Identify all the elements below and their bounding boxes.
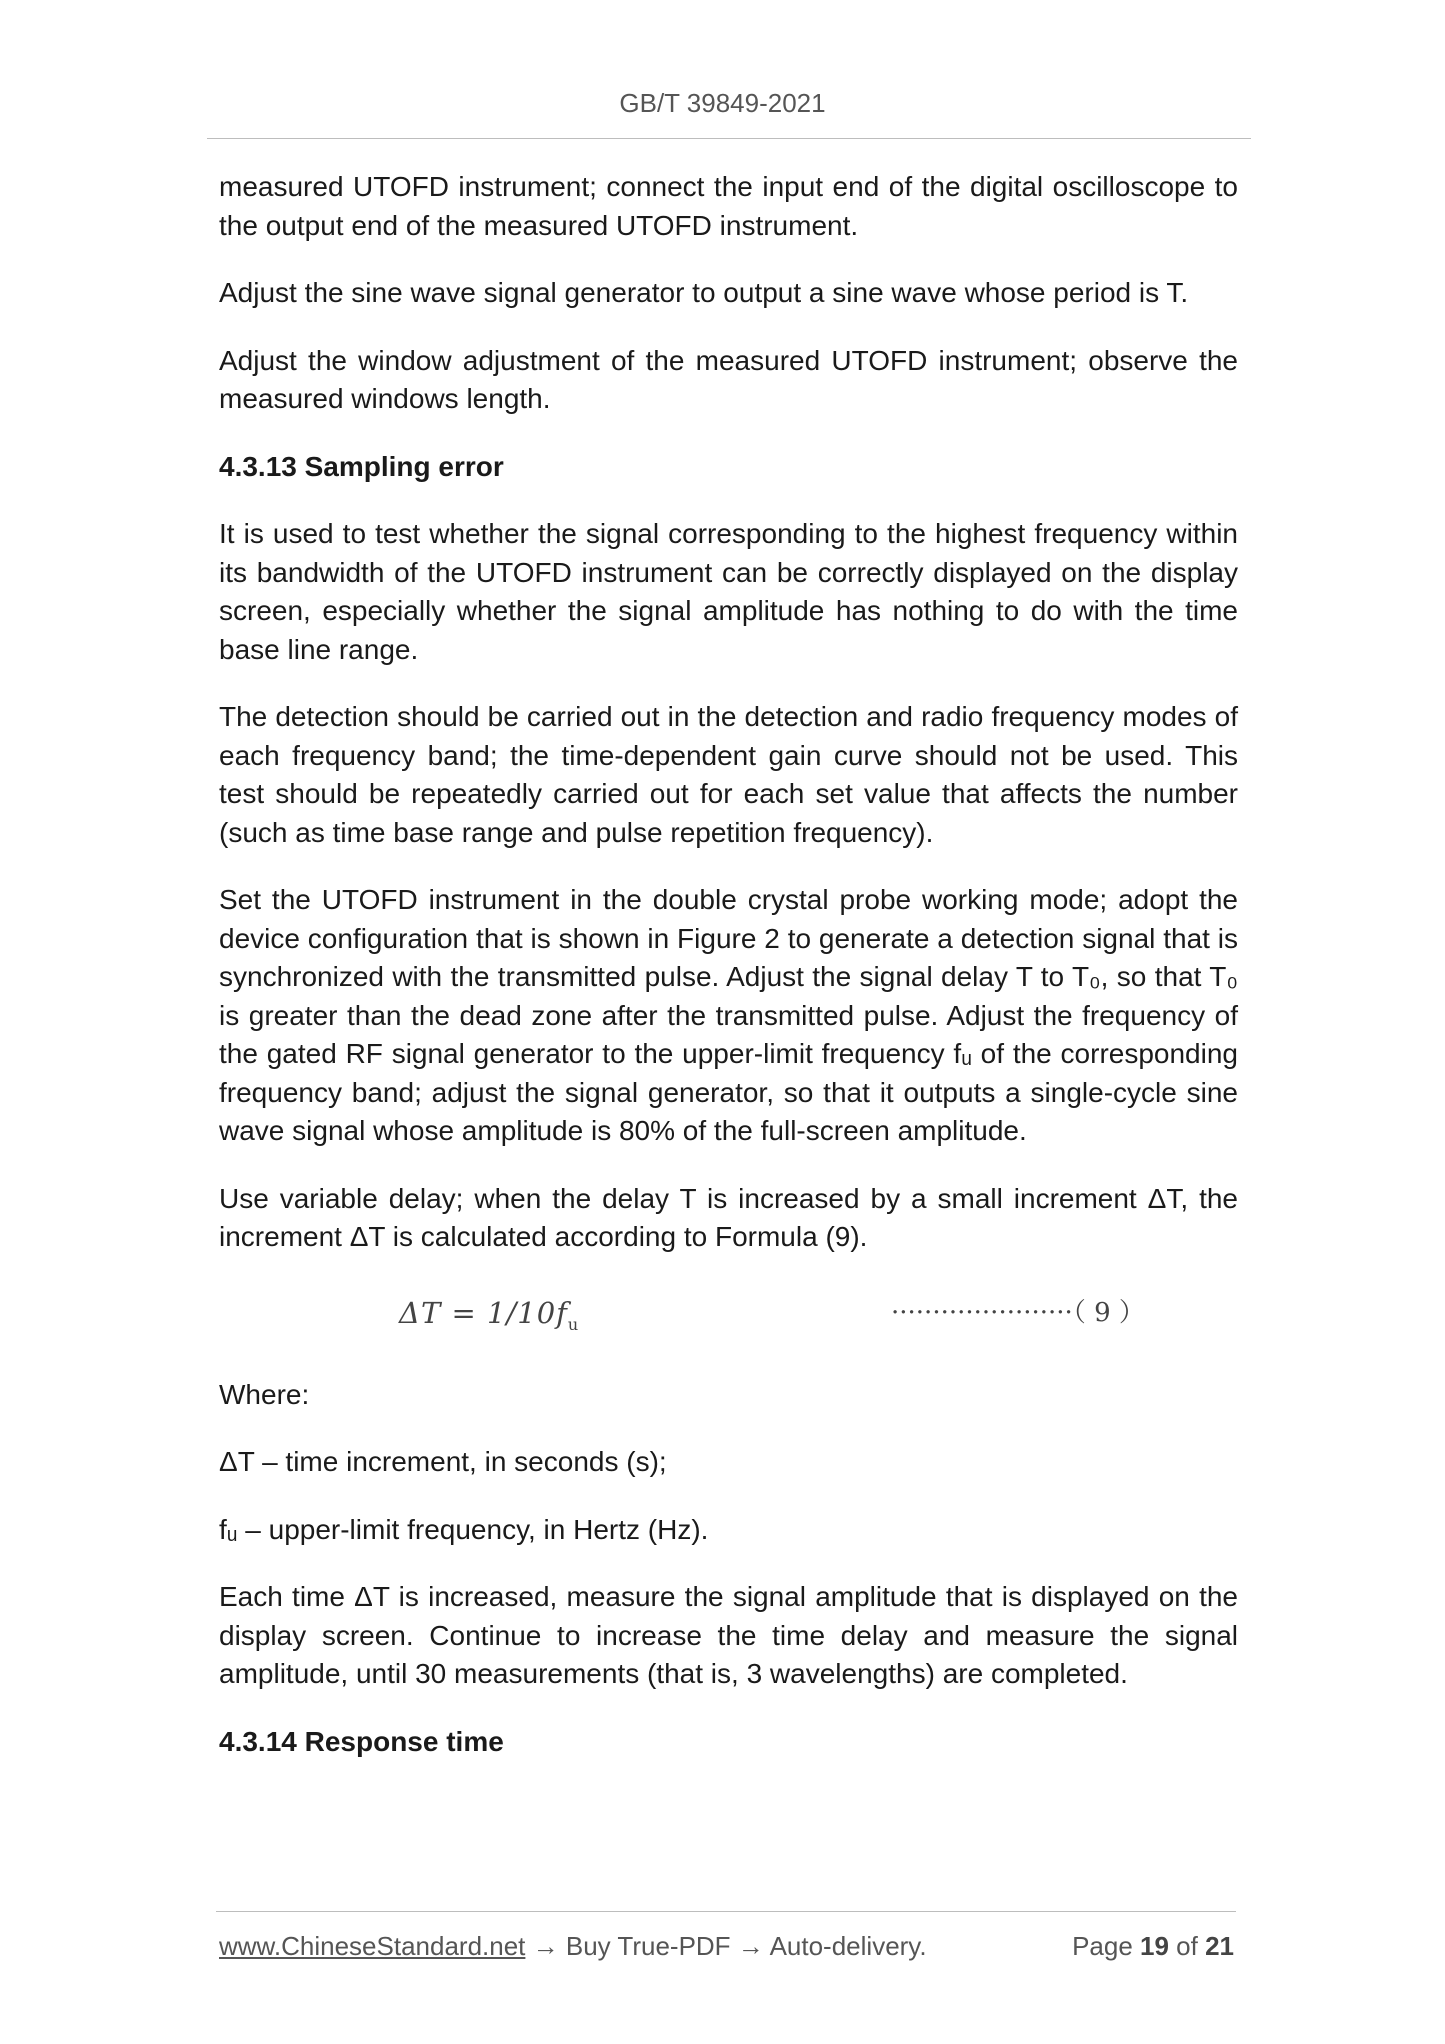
page-indicator: Page 19 of 21 — [1072, 1931, 1234, 1961]
formula-subscript: u — [567, 1314, 580, 1334]
paragraph-5: The detection should be carried out in the detection and radio frequency modes of each frequency band; the time-dependent gain curve should not be used. This test should be repeatedly carried out for each set value that affects the number (such as time base range and pulse repetition frequency). — [219, 701, 1238, 848]
header-divider — [207, 138, 1251, 139]
paragraph-1: measured UTOFD instrument; connect the input end of the digital oscilloscope to the output end of the measured UTOFD instrument. — [219, 171, 1238, 241]
formula-number: ······················（ 9 ） — [891, 1297, 1145, 1328]
formula-expression: $\Delta T = 1/10f_u$ — [399, 1295, 580, 1334]
paragraph-2: Adjust the sine wave signal generator to output a sine wave whose period is T. — [219, 277, 1189, 308]
section-heading-4-3-14: 4.3.14 Response time — [219, 1725, 504, 1757]
paragraph-4: It is used to test whether the signal corresponding to the highest frequency within its bandwidth of the UTOFD instrument can be correctly displayed on the display screen, especially whether the signal amplitude has nothing to do with the time base line range. — [219, 518, 1238, 665]
paragraph-3: Adjust the window adjustment of the measured UTOFD instrument; observe the measured windows length. — [219, 344, 1238, 414]
where-label: Where: — [219, 1378, 310, 1410]
chinesestandard-link[interactable]: www.ChineseStandard.net — [219, 1931, 526, 1961]
footer-left — [219, 1931, 927, 1962]
document-id: GB/T 39849-2021 — [619, 88, 826, 118]
current-page-number: 19 — [1140, 1931, 1169, 1961]
formula-9 — [219, 1286, 1238, 1346]
footer-divider — [216, 1911, 1236, 1912]
definition-fu: fᵤ – upper-limit frequency, in Hertz (Hz). — [219, 1513, 709, 1545]
footer-tagline: → Buy True-PDF → Auto-delivery. — [525, 1931, 927, 1961]
paragraph-7: Use variable delay; when the delay T is increased by a small increment ΔT, the increment ΔT is calculated according to Formula (9). — [219, 1182, 1238, 1252]
total-page-number: 21 — [1205, 1931, 1234, 1961]
definition-delta-t: ΔT – time increment, in seconds (s); — [219, 1446, 667, 1477]
page-body — [219, 168, 1238, 1790]
paragraph-8: Each time ΔT is increased, measure the signal amplitude that is displayed on the display screen. Continue to increase the time delay and measure the signal amplitude, until 30 measurements (that is, 3 wavelengths) are completed. — [219, 1581, 1238, 1689]
section-heading-4-3-13: 4.3.13 Sampling error — [219, 450, 504, 482]
document-header — [0, 88, 1445, 119]
paragraph-6: Set the UTOFD instrument in the double crystal probe working mode; adopt the device configuration that is shown in Figure 2 to generate a detection signal that is synchronized with the transmitted pulse. Adjust the signal delay T to T₀, so that T₀ is greater than the dead zone after the transmitted pulse. Adjust the frequency of the gated RF signal generator to the upper-limit frequency fᵤ of the corresponding frequency band; adjust the signal generator, so that it outputs a single-cycle sine wave signal whose amplitude is 80% of the full-screen amplitude. — [219, 884, 1238, 1146]
